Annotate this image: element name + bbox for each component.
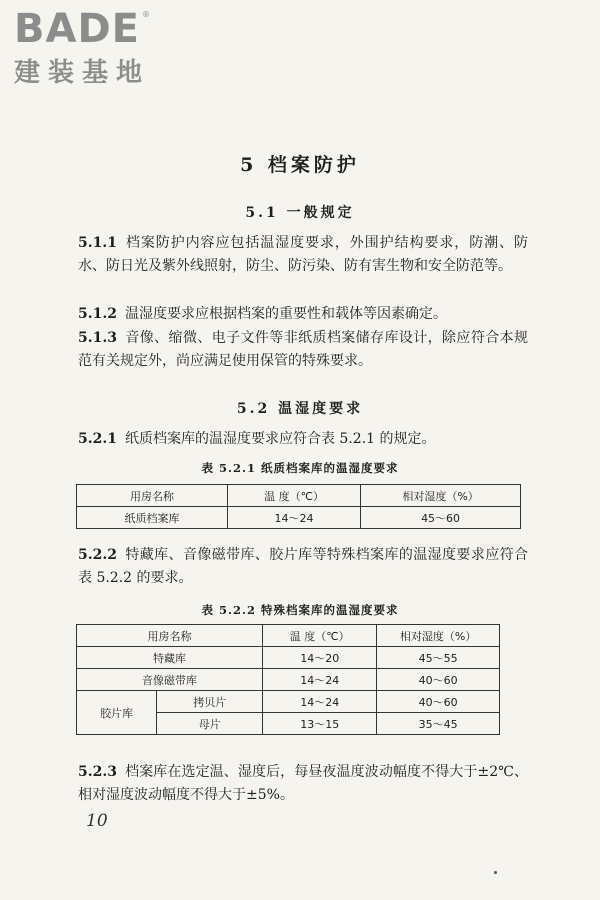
table-row: [77, 691, 500, 713]
cell-temp: 14～24: [263, 669, 377, 691]
cell-temp: 14～20: [263, 647, 377, 669]
cell-group-film: 胶片库: [77, 691, 157, 735]
section-title-5-2: 5.2 温湿度要求: [236, 401, 364, 417]
table-row: [77, 647, 500, 669]
chapter-title: 5 档案防护: [240, 154, 360, 176]
table-5-2-1: [76, 484, 521, 529]
clause-number: 5.1.2: [78, 306, 117, 322]
cell-temp: 13～15: [263, 713, 377, 735]
cell-room: 音像磁带库: [77, 669, 263, 691]
clause-number: 5.1.3: [78, 330, 117, 346]
cell-room: 拷贝片: [157, 691, 263, 713]
registered-mark: ®: [141, 10, 150, 19]
table-header-row: [77, 625, 500, 647]
header-cell-room: 用房名称: [77, 625, 263, 647]
header-cell-room: 用房名称: [77, 485, 228, 507]
clause-text: 纸质档案库的温湿度要求应符合表 5.2.1 的规定。: [124, 431, 436, 447]
logo-subtitle: 建装基地: [14, 58, 151, 88]
page-number: 10: [86, 811, 108, 831]
clause-text: 档案防护内容应包括温湿度要求，外围护结构要求，防潮、防水、防日光及紫外线照射，防尘、防污染、防有害生物和安全防范等。: [78, 235, 528, 274]
cell-room: 特藏库: [77, 647, 263, 669]
table-row: [77, 507, 521, 529]
clause-text: 特藏库、音像磁带库、胶片库等特殊档案库的温湿度要求应符合表 5.2.2 的要求。: [78, 547, 528, 586]
clause-number: 5.2.1: [78, 431, 117, 447]
clause-text: 温湿度要求应根据档案的重要性和载体等因素确定。: [124, 306, 447, 322]
section-title-5-1: 5.1 一般规定: [245, 205, 355, 221]
cell-rh: 40～60: [377, 691, 500, 713]
clause-5-2-2: [78, 544, 528, 590]
clause-5-1-1: [78, 232, 528, 278]
cell-rh: 35～45: [377, 713, 500, 735]
cell-rh: 45～55: [377, 647, 500, 669]
header-cell-temp: 温 度（℃）: [227, 485, 360, 507]
clause-5-2-1: [78, 428, 528, 451]
clause-text: 音像、缩微、电子文件等非纸质档案储存库设计，除应符合本规范有关规定外，尚应满足使用保管的特殊要求。: [78, 330, 528, 369]
cell-temp: 14～24: [263, 691, 377, 713]
ink-speck: [494, 871, 497, 874]
header-cell-rh: 相对湿度（%）: [377, 625, 500, 647]
clause-text: 档案库在选定温、湿度后，每昼夜温度波动幅度不得大于±2℃、相对湿度波动幅度不得大于±5%。: [78, 764, 528, 803]
clause-number: 5.2.3: [78, 764, 117, 780]
clause-5-2-3: [78, 761, 528, 807]
table-header-row: [77, 485, 521, 507]
clause-number: 5.1.1: [78, 235, 117, 251]
table-row: [77, 669, 500, 691]
cell-rh: 40～60: [377, 669, 500, 691]
clause-5-1-2: [78, 303, 528, 326]
logo-letters: BADE: [14, 6, 140, 52]
cell-room: 母片: [157, 713, 263, 735]
cell-rh: 45～60: [361, 507, 521, 529]
table-5-2-2-caption: 表 5.2.2 特殊档案库的温湿度要求: [201, 603, 399, 617]
cell-temp: 14～24: [227, 507, 360, 529]
bade-logo: [14, 6, 150, 90]
clause-number: 5.2.2: [78, 547, 117, 563]
header-cell-rh: 相对湿度（%）: [361, 485, 521, 507]
table-5-2-2: [76, 624, 500, 735]
clause-5-1-3: [78, 327, 528, 373]
table-5-2-1-caption: 表 5.2.1 纸质档案库的温湿度要求: [201, 461, 399, 475]
cell-room: 纸质档案库: [77, 507, 228, 529]
header-cell-temp: 温 度（℃）: [263, 625, 377, 647]
